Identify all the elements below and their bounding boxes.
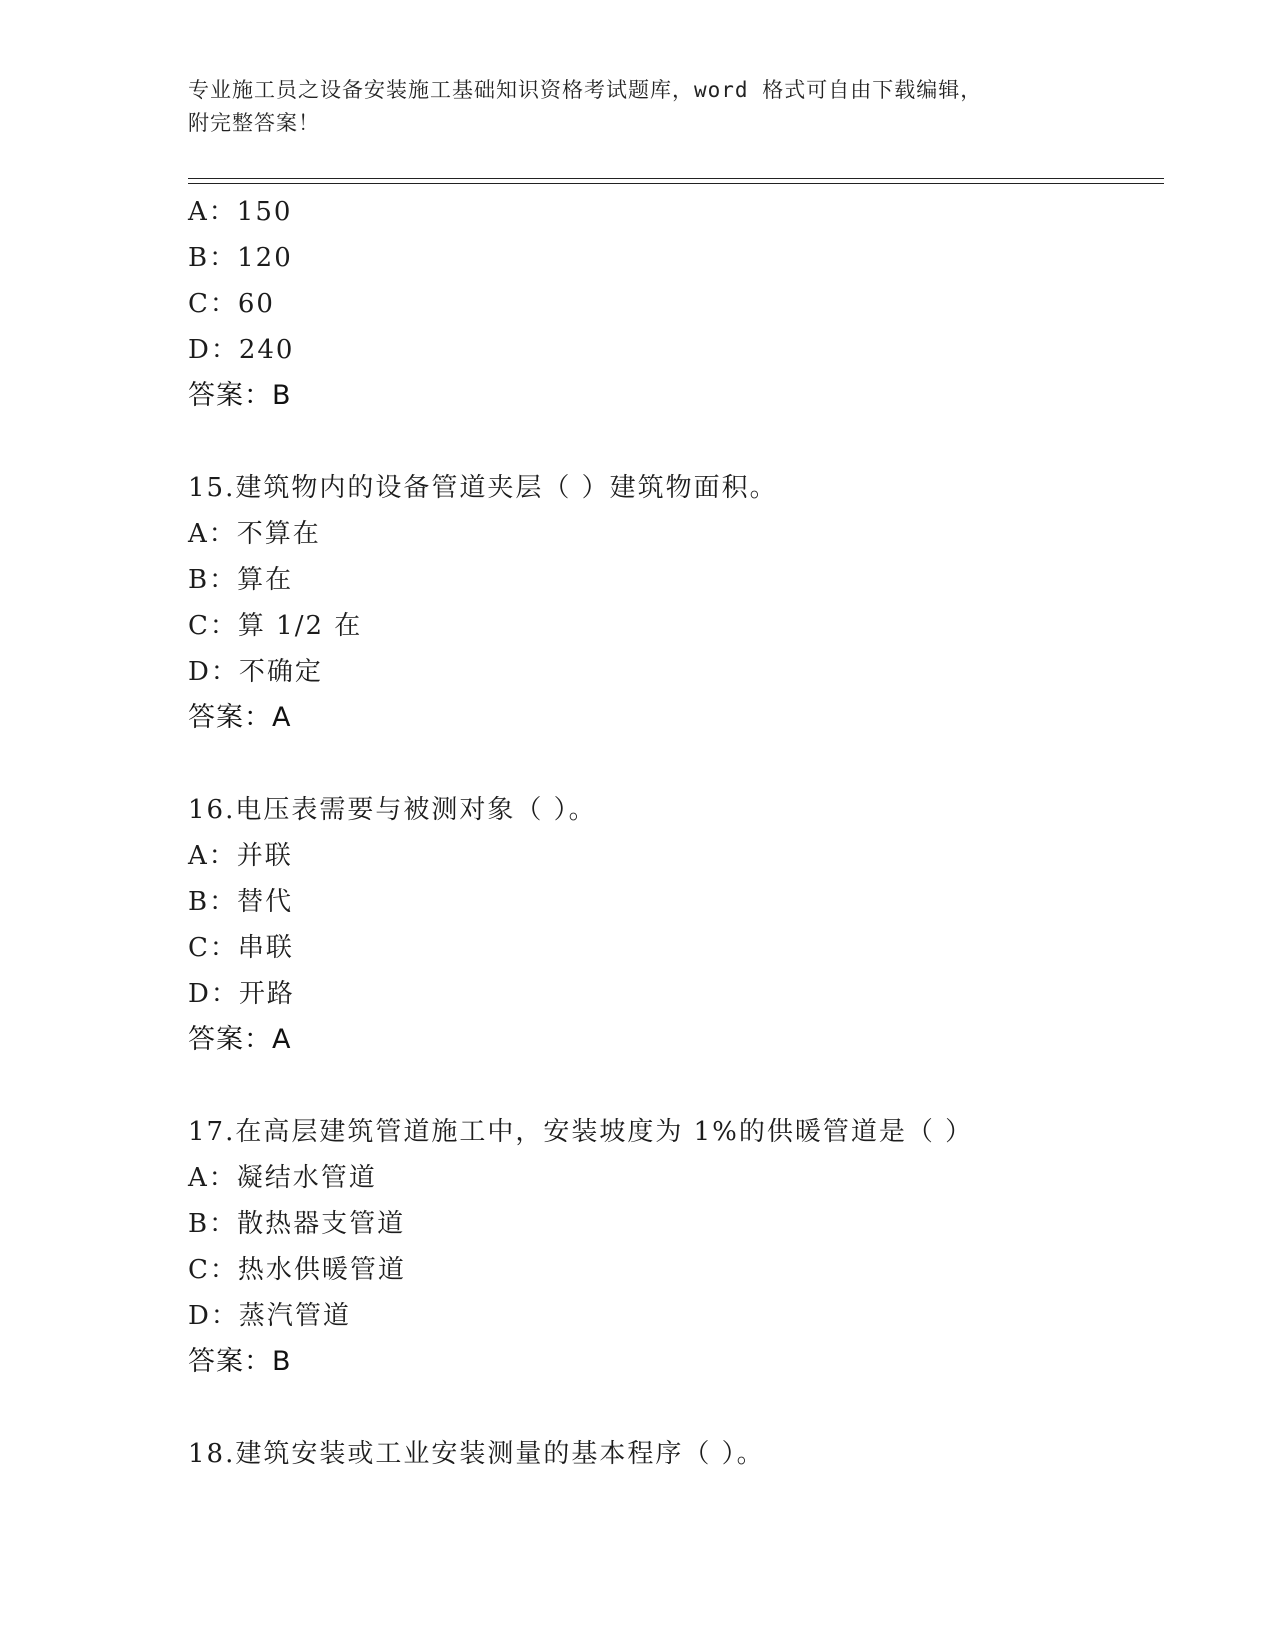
q15-option-c: C：算 1/2 在 [188,611,363,641]
header-title-line-2: 附完整答案！ [188,111,320,135]
q16-stem: 16.电压表需要与被测对象（ ）。 [188,795,597,825]
question-15-block [188,465,1148,741]
q17-option-c: C：热水供暖管道 [188,1255,406,1285]
q14-answer: 答案：B [188,380,292,411]
q15-option-d: D：不确定 [188,657,323,687]
q16-option-a: A：并联 [188,841,293,871]
q14-option-d: D：240 [188,335,295,365]
q14-option-b: B：120 [188,243,293,273]
q16-answer: 答案：A [188,1024,292,1055]
q17-option-a: A：凝结水管道 [188,1163,377,1193]
q16-option-c: C：串联 [188,933,294,963]
question-18-block [188,1431,1148,1477]
header-divider-bottom [188,183,1164,184]
header-divider-top [188,178,1164,179]
q14-option-c: C：60 [188,289,275,319]
q17-option-d: D：蒸汽管道 [188,1301,351,1331]
q17-option-b: B：散热器支管道 [188,1209,406,1239]
question-16-block [188,787,1148,1063]
q17-stem: 17.在高层建筑管道施工中，安装坡度为 1%的供暖管道是（ ） [188,1117,974,1147]
document-header [188,74,1068,140]
q15-option-a: A：不算在 [188,519,321,549]
header-title-line-1: 专业施工员之设备安装施工基础知识资格考试题库，word 格式可自由下载编辑， [188,78,983,102]
question-list [188,189,1148,1477]
q15-option-b: B：算在 [188,565,294,595]
question-14-block [188,189,1148,419]
question-17-block [188,1109,1148,1385]
q14-option-a: A：150 [188,197,293,227]
q16-option-d: D：开路 [188,979,295,1009]
q15-answer: 答案：A [188,702,292,733]
q17-answer: 答案：B [188,1346,292,1377]
q16-option-b: B：替代 [188,887,294,917]
q18-stem: 18.建筑安装或工业安装测量的基本程序（ ）。 [188,1439,765,1469]
q15-stem: 15.建筑物内的设备管道夹层（ ）建筑物面积。 [188,473,778,503]
